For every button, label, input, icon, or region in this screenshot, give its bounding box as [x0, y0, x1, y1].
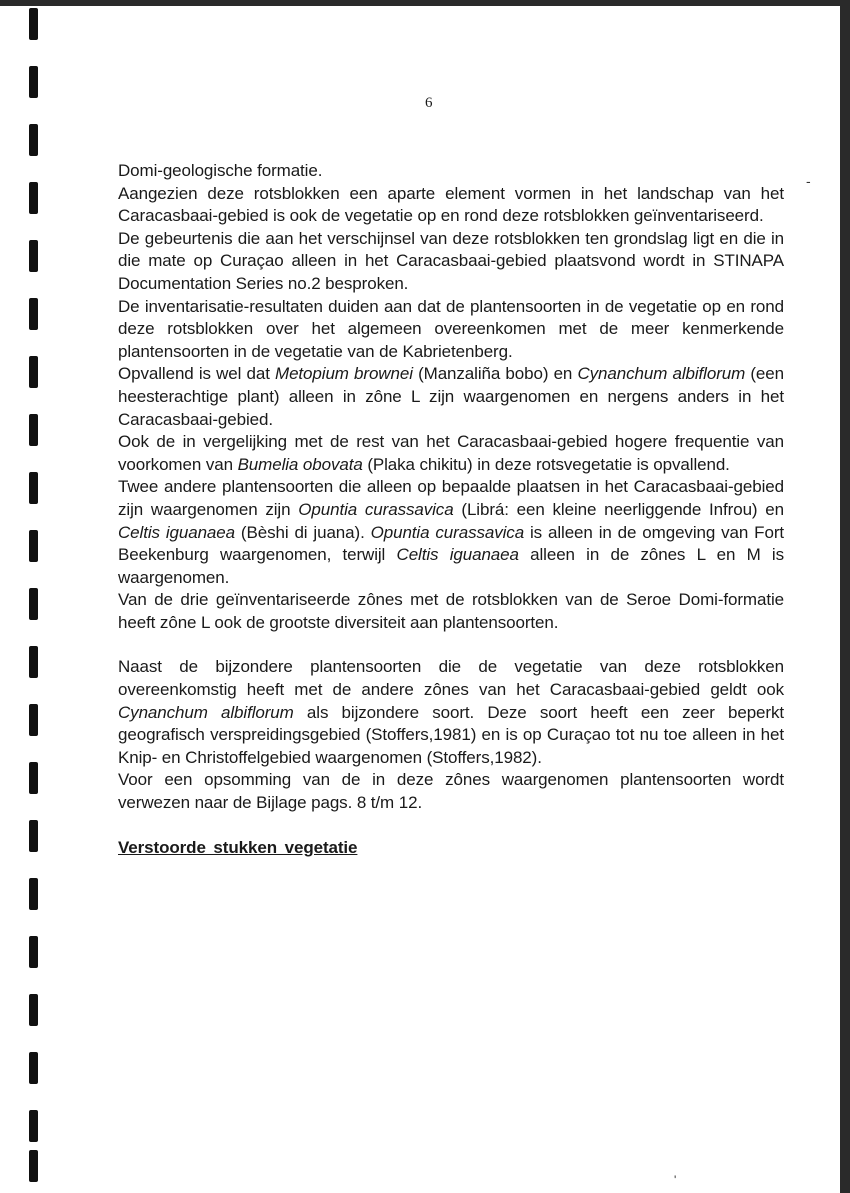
text-run: Twee andere plantensoorten die alleen op bepaalde plaatsen in het Caracasbaai-gebied zijn waargenomen zijn	[118, 477, 784, 519]
paragraph	[118, 431, 784, 476]
text-run: (Manzaliña bobo) en	[412, 364, 578, 384]
species-name: Celtis iguanaea	[118, 522, 235, 542]
binding-hole	[29, 530, 38, 562]
paragraph: Aangezien deze rotsblokken een aparte element vormen in het landschap van het Caracasbaai-gebied is ook de vegetatie op en rond deze rotsblokken geïnventariseerd.	[118, 183, 784, 226]
paragraph	[118, 656, 784, 769]
binding-hole	[29, 240, 38, 272]
binding-hole	[29, 878, 38, 910]
paragraph: De inventarisatie-resultaten duiden aan dat de plantensoorten in de vegetatie op en rond deze rotsblokken over het algemeen overeenkomen met de meer kenmerkende plantensoorten in de vegetatie van de Kabrietenberg.	[118, 296, 784, 361]
text-run: Naast de bijzondere plantensoorten die de vegetatie van deze rotsblokken overeenkomstig heeft met de andere zônes van het Caracasbaai-gebied geldt ook	[118, 657, 784, 700]
section-heading: Verstoorde stukken vegetatie	[118, 837, 358, 857]
binding-hole	[29, 820, 38, 852]
binding-hole	[29, 298, 38, 330]
binding-hole	[29, 8, 38, 40]
paragraph-gap	[118, 815, 784, 837]
body-text	[118, 160, 784, 859]
paragraph	[118, 476, 784, 589]
binding-hole	[29, 414, 38, 446]
binding-hole	[29, 1052, 38, 1084]
species-name: Cynanchum albiflorum	[577, 364, 746, 384]
text-run: is alleen in de omgeving van Fort Beekenburg waargenomen, terwijl	[118, 522, 785, 565]
text-run: (een heesterachtige plant) alleen in zône L zijn waargenomen en nergens anders in het Caracasbaai-gebied.	[118, 364, 784, 429]
margin-mark: -	[806, 173, 811, 189]
paragraph: De gebeurtenis die aan het verschijnsel van deze rotsblokken ten grondslag ligt en die in die mate op Curaçao alleen in het Caracasbaai-gebied plaatsvond wordt in STINAPA Documentation Series no.2 besproken.	[118, 228, 784, 293]
binding-hole	[29, 588, 38, 620]
paragraph: Domi-geologische formatie.	[118, 161, 323, 180]
text-run: (Librá: een kleine neerliggende Infrou) en	[453, 499, 785, 519]
binding-hole	[29, 646, 38, 678]
paragraph-gap	[118, 634, 784, 656]
species-name: Metopium brownei	[275, 364, 413, 384]
page-number: 6	[425, 95, 433, 111]
text-run: (Bèshi di juana).	[235, 522, 371, 542]
binding-hole	[29, 472, 38, 504]
binding-hole	[29, 994, 38, 1026]
binding-hole	[29, 124, 38, 156]
binding-hole	[29, 1110, 38, 1142]
species-name: Opuntia curassavica	[298, 499, 454, 519]
scan-speck: '	[674, 1173, 677, 1187]
binding-holes	[0, 0, 60, 1193]
binding-hole	[29, 356, 38, 388]
species-name: Cynanchum albiflorum	[118, 702, 294, 722]
scan-edge-right	[840, 0, 850, 1193]
species-name: Bumelia obovata	[237, 454, 363, 474]
paragraph	[118, 363, 784, 431]
scan-edge-top	[0, 0, 850, 6]
binding-hole	[29, 1150, 38, 1182]
paragraph: Voor een opsomming van de in deze zônes waargenomen plantensoorten wordt verwezen naar de Bijlage pags. 8 t/m 12.	[118, 770, 784, 813]
binding-hole	[29, 762, 38, 794]
binding-hole	[29, 704, 38, 736]
text-run: Ook de in vergelijking met de rest van het Caracasbaai-gebied hogere frequentie van voorkomen van	[118, 432, 784, 474]
paragraph: Van de drie geïnventariseerde zônes met de rotsblokken van de Seroe Domi-formatie heeft zône L ook de grootste diversiteit aan plantensoorten.	[118, 590, 784, 632]
binding-hole	[29, 936, 38, 968]
text-run: alleen in de zônes L en M is waargenomen.	[118, 545, 784, 587]
species-name: Opuntia curassavica	[370, 522, 525, 542]
binding-hole	[29, 182, 38, 214]
text-run: als bijzondere soort. Deze soort heeft een zeer beperkt geografisch verspreidingsgebied (Stoffers,1981) en is op Curaçao tot nu toe alleen in het Knip- en Christoffelgebied waargenomen (Stoffers,1982).	[118, 702, 784, 767]
text-run: (Plaka chikitu) in deze rotsvegetatie is opvallend.	[362, 454, 730, 474]
binding-hole	[29, 66, 38, 98]
text-run: Opvallend is wel dat	[118, 364, 276, 384]
species-name: Celtis iguanaea	[396, 545, 519, 565]
